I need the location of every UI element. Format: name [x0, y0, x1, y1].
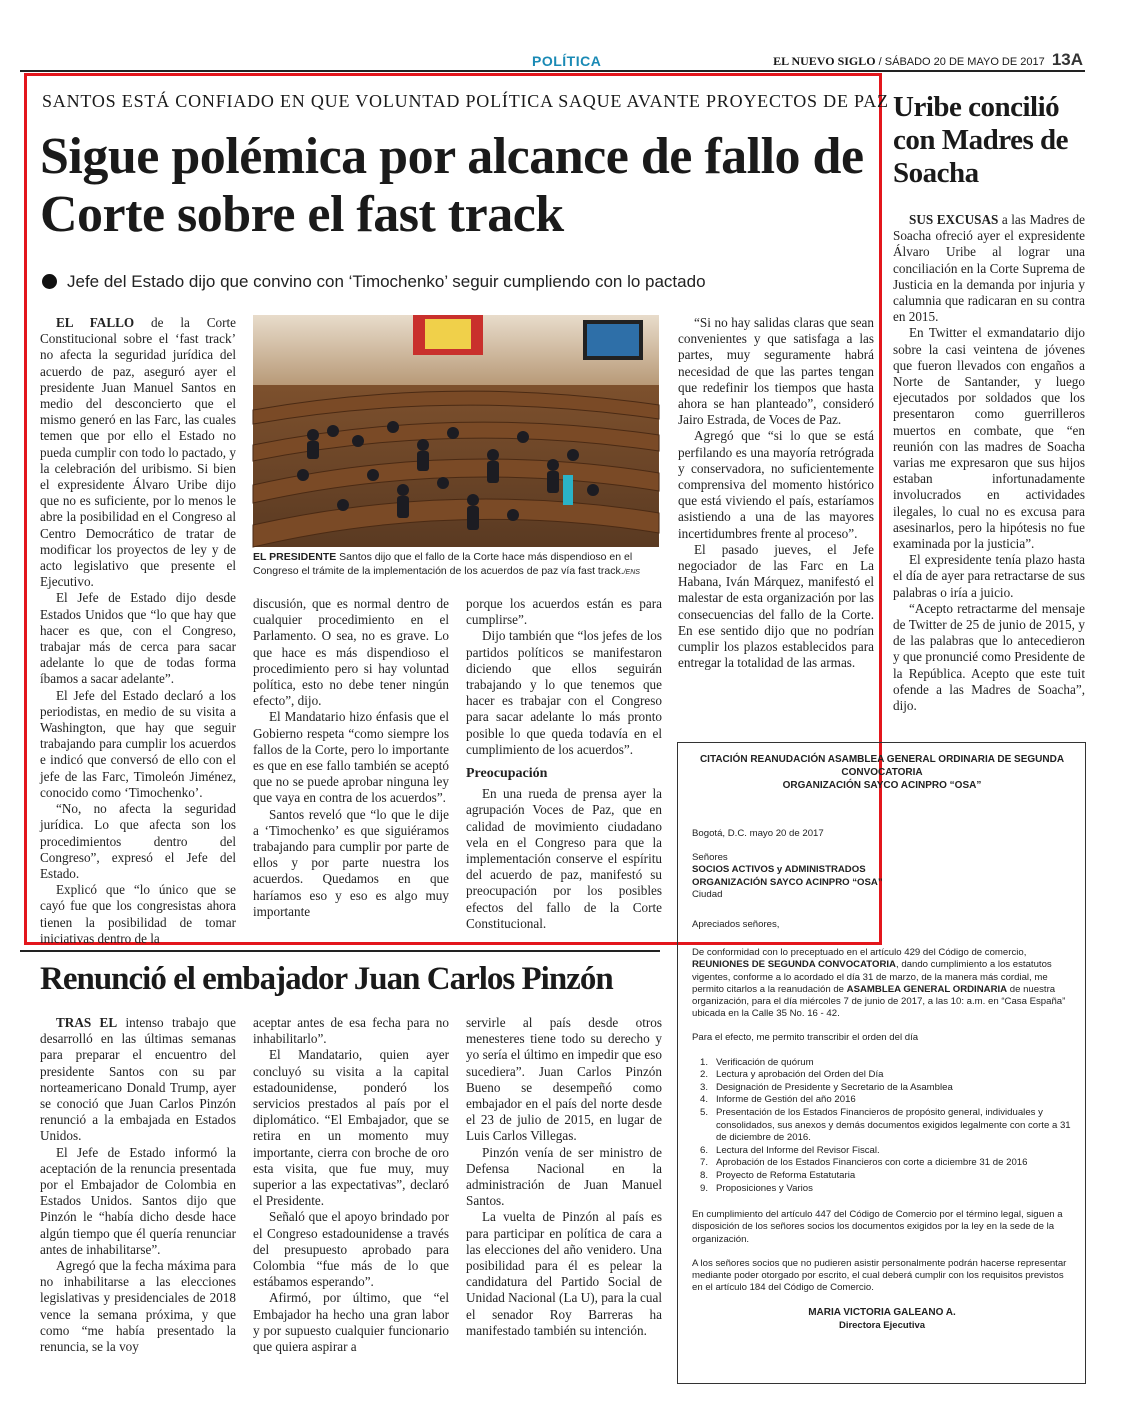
agenda-item-text: Lectura del Informe del Revisor Fiscal. [716, 1144, 880, 1156]
notice-title: CITACIÓN REANUDACIÓN ASAMBLEA GENERAL ORDINARIA DE SEGUNDA CONVOCATORIA ORGANIZACIÓN SAYCO ACINPRO “OSA” [699, 754, 1065, 791]
paragraph: La vuelta de Pinzón al país es para participar en política de cara a las elecciones del año venidero. Una posibilidad para él es pelear la candidatura del Partido Social de Unidad Nacional (La U), para la cual el senador Roy Barreras ha manifestado también su intención. [466, 1209, 662, 1338]
agenda-item [692, 1057, 1072, 1070]
paragraph: Santos reveló que “lo que le dije a ‘Timochenko’ es que siguiéramos trabajando para cumplir por parte de ellos y por parte nuestra los acuerdos. Quedamos en que haríamos eso y eso es algo muy importante [253, 806, 449, 919]
paragraph: Señaló que el apoyo brindado por el Congreso estadounidense a través del presupuesto aprobado para Colombia “fue más de lo que estábamos esperando”. [253, 1209, 449, 1290]
agenda-item-text: Informe de Gestión del año 2016 [716, 1094, 856, 1106]
agenda-item-number: 2. [699, 1069, 708, 1081]
page-number: 13A [1051, 50, 1083, 69]
lead-paragraph: TRAS EL intenso trabajo que desarrolló en las últimas semanas para preparar el encuentro del presidente Santos con su par norteamericano Donald Trump, ayer se conoció que Juan Carlos Pinzón renunció a la embajada en Estados Unidos. [40, 1015, 236, 1144]
article-column-4 [678, 315, 874, 725]
paragraph: Agregó que “si lo que se está perfilando es una mayoría retrógrada y conservadora, no suficientemente comprensiva del momento histórico que está viviendo el país, estaríamos asistiendo a una de las mayores incertidumbres frente al proceso”. [678, 428, 874, 541]
agenda-item-text: Designación de Presidente y Secretario de la Asamblea [716, 1081, 953, 1093]
article-column-3 [466, 596, 662, 936]
newspaper-name: EL NUEVO SIGLO [773, 54, 876, 68]
lead-caps: SUS EXCUSAS [909, 212, 999, 227]
paragraph: El Jefe de Estado dijo desde Estados Unidos que “lo que hay que hacer es que, con el Congreso, trabajar más de cerca para sacar adelante lo que de todas forma íbamos a sacar adelante”. [40, 590, 236, 687]
paragraph: “Acepto retractarme del mensaje de Twitter de 25 de junio de 2015, y de las palabras que lo antecedieron y que pronuncié como Presidente de la República. Acepto que este tuit ofende a las Madres de Soacha”, dijo. [893, 600, 1085, 714]
agenda-item [692, 1183, 1072, 1196]
section-label: POLÍTICA [532, 53, 602, 69]
sidebar-body [893, 212, 1085, 732]
subhead-text: Jefe del Estado dijo que convino con ‘Timochenko’ seguir cumpliendo con lo pactado [67, 272, 706, 291]
notice-signature [692, 1306, 1072, 1332]
article-kicker: SANTOS ESTÁ CONFIADO EN QUE VOLUNTAD POLÍTICA SAQUE AVANTE PROYECTOS DE PAZ [42, 91, 889, 111]
lead-caps: TRAS EL [56, 1015, 118, 1030]
lead-caps: EL FALLO [56, 315, 135, 330]
article-subhead [42, 272, 706, 292]
article-column-2 [253, 596, 449, 936]
notice-body: A los señores socios que no pudieren asistir personalmente podrán hacerse representar mediante poder otorgado por escrito, el cual deberá cumplir con los requisitos previstos en el artículo 184 del Código de Comercio. [692, 1257, 1067, 1294]
paragraph: El expresidente tenía plazo hasta el día de ayer para retractarse de sus palabras o iría a juicio. [893, 552, 1085, 600]
paragraph: El Mandatario hizo énfasis que el Gobierno respeta “como siempre los fallos de la Corte, pero lo importante es que en ese fallo también se aceptó que no se puede aprobar ninguna ley que vaya en contra de los acuerdos”. [253, 709, 449, 806]
signer-role: Directora Ejecutiva [838, 1320, 926, 1332]
agenda-item-text: Verificación de quórum [716, 1056, 814, 1068]
photo-credit: /ENS [623, 569, 640, 576]
bottom-column-1 [40, 1015, 236, 1385]
paragraph: Pinzón venía de ser ministro de Defensa Nacional en la administración de Juan Manuel Santos. [466, 1144, 662, 1209]
article-headline: Sigue polémica por alcance de fallo de Corte sobre el fast track [40, 128, 864, 243]
agenda-item-number: 6. [699, 1144, 708, 1156]
paragraph: En Twitter el exmandatario dijo sobre la casi veintena de jóvenes que fueron llevados con engaños a Norte de Santander, y luego ejecutados por soldados que los presentaron como guerrilleros muertos en combate, que “en reunión con las madres de Soacha varias me expresaron que sus hijos estaban infortunadamente involucrados en actividades ilegales, lo cual no es excusa para asesinarlos, pero la hipótesis no fue examinada por la justicia”. [893, 325, 1085, 552]
signer-name: MARIA VICTORIA GALEANO A. [808, 1307, 956, 1319]
paragraph: El Jefe de Estado informó la aceptación de la renuncia presentada por el Embajador de Colombia en Estados Unidos. Santos dijo que Pinzón le “había dicho desde hace algún tiempo que él quería renunciar antes de inhabilitarse”. [40, 1144, 236, 1257]
assembly-notice [677, 742, 1086, 1384]
notice-recipient: Señores SOCIOS ACTIVOS y ADMINISTRADOS ORGANIZACIÓN SAYCO ACINPRO “OSA” Ciudad [692, 852, 883, 900]
paragraph: “Si no hay salidas claras que sean convenientes y que satisfaga a las partes, muy seguramente habrá necesidad de que las partes tengan que redefinir los tiempos que hasta ahora se han planteado”, consideró Jairo Estrada, de Voces de Paz. [678, 315, 874, 428]
agenda-list [692, 1057, 1072, 1196]
paragraph: En una rueda de prensa ayer la agrupación Voces de Paz, que en calidad de movimiento ciudadano vela en el Congreso para que la implementación conserve el espíritu del acuerdo de paz, manifestó su preocupación por los posibles efectos del fallo de la Corte Constitucional. [466, 786, 662, 931]
paragraph: servirle al país desde otros menesteres tiene todo su derecho y yo sería el último en impedir que eso sucediera”. Juan Carlos Pinzón Bueno se desempeñó como embajador en el país del norte desde el 23 de julio de 2015, en lugar de Luis Carlos Villegas. [466, 1015, 662, 1144]
agenda-item-text: Lectura y aprobación del Orden del Día [716, 1069, 884, 1081]
paragraph: El pasado jueves, el Jefe negociador de las Farc en La Habana, Iván Márquez, manifestó el malestar de esta organización por las consecuencias del fallo de la Corte. En ese sentido dijo que no podrían cumplir los plazos establecidos para entregar la totalidad de las armas. [678, 541, 874, 671]
paragraph: Agregó que la fecha máxima para no inhabilitarse a las elecciones legislativas y presidenciales de 2018 vence la semana próxima, y que como “me había presentado la renuncia, se la voy [40, 1258, 236, 1355]
bullet-icon [42, 274, 57, 289]
caption-text: Santos dijo que el fallo de la Corte hace más dispendioso en el Congreso el trámite de la implementación de los acuerdos de paz vía fast track. [253, 551, 633, 577]
masthead [773, 50, 1083, 70]
paragraph: aceptar antes de esa fecha para no inhabilitarlo”. [253, 1015, 449, 1047]
agenda-item [692, 1094, 1072, 1107]
congress-photo [253, 315, 659, 547]
bottom-headline: Renunció el embajador Juan Carlos Pinzón [40, 961, 613, 997]
sidebar-headline: Uribe concilió con Madres de Soacha [893, 91, 1069, 189]
agenda-item [692, 1157, 1072, 1170]
agenda-item-text: Proposiciones y Varios [716, 1182, 813, 1194]
paragraph: discusión, que es normal dentro de cualquier procedimiento en el Parlamento. O sea, no es grave. Lo que hace es más dispendioso el procedimiento pero si hay voluntad política, esto no debe tener ningún efecto”, dijo. [253, 596, 449, 709]
agenda-item-text: Aprobación de los Estados Financieros con corte a diciembre 31 de 2016 [716, 1157, 1028, 1169]
paragraph: El Mandatario, quien ayer concluyó su visita a la capital estadounidense, ponderó los servicios prestados al país por el diplomático. “El Embajador, que se retira en un momento muy importante, cierra con broche de oro esta visita, que fue muy, muy superior a las expectativas”, declaró el Presidente. [253, 1047, 449, 1209]
notice-salutation: Apreciados señores, [692, 919, 780, 931]
article-column-1 [40, 315, 236, 946]
agenda-item-number: 1. [699, 1056, 708, 1068]
agenda-item-number: 3. [699, 1081, 708, 1093]
agenda-item-number: 5. [699, 1107, 708, 1119]
issue-date: / SÁBADO 20 DE MAYO DE 2017 [878, 56, 1045, 68]
masthead-rule [20, 70, 1085, 72]
agenda-item [692, 1170, 1072, 1183]
agenda-item-text: Presentación de los Estados Financieros de propósito general, individuales y consolidados, sus anexos y demás documentos exigidos legalmente con corte a 31 de diciembre de 2016. [716, 1107, 1071, 1144]
notice-body: En cumplimiento del artículo 447 del Código de Comercio por el término legal, siguen a disposición de los señores socios los documentos exigidos por la ley en la sede de la organización. [692, 1209, 1063, 1245]
agenda-item [692, 1082, 1072, 1095]
section-rule [20, 950, 660, 952]
bottom-column-3 [466, 1015, 662, 1385]
paragraph: Dijo también que “los jefes de los partidos políticos se manifestaron diciendo que ellos seguirán trabajando y lo que tenemos que hacer es trabajar con el Congreso para sacar adelante lo más pronto posible lo que queda todavía en el cumplimiento de los acuerdos”. [466, 628, 662, 757]
agenda-item-number: 7. [699, 1157, 708, 1169]
paragraph: “No, no afecta la seguridad jurídica. Lo que afecta son los procedimientos dentro del Congreso”, expresó el Jefe del Estado. [40, 801, 236, 881]
agenda-item [692, 1069, 1072, 1082]
agenda-item-number: 9. [699, 1182, 708, 1194]
lead-paragraph: EL FALLO de la Corte Constitucional sobre el ‘fast track’ no afecta la seguridad jurídica del acuerdo de paz, aseguró ayer el presidente Juan Manuel Santos en medio del desconcierto que el mismo generó en las Farc, las cuales temen que por ello el Estado no pueda cumplir con todo lo pactado, y la celebración del uribismo. Si bien el expresidente Álvaro Uribe dijo que no es suficiente, por lo menos le abre la posibilidad en el Congreso al Centro Democrático de tratar de modificar los proyectos de ley y de acto legislativo que presente el Ejecutivo. [40, 315, 236, 590]
agenda-item-text: Proyecto de Reforma Estatutaria [716, 1169, 856, 1181]
paragraph: El Jefe del Estado declaró a los periodistas, en medio de su visita a Washington, que hay que seguir trabajando para cumplir los acuerdos e indicó que conversó de ello con el jefe de las Farc, Timoleón Jiménez, conocido como ‘Timochenko’. [40, 687, 236, 800]
bottom-column-2 [253, 1015, 449, 1385]
paragraph: Afirmó, por último, que “el Embajador ha hecho una gran labor y por supuesto cualquier funcionario que quiera aspirar a [253, 1290, 449, 1355]
agenda-item-number: 4. [699, 1094, 708, 1106]
notice-body: De conformidad con lo preceptuado en el artículo 429 del Código de comercio, REUNIONES DE SEGUNDA CONVOCATORIA, dando cumplimiento a los estatutos vigentes, conforme a lo acordado el día 31 de marzo, de la manera más cordial, me permito citarlos a la reanudación de ASAMBLEA GENERAL ORDINARIA de nuestra organización, para el día miércoles 7 de junio de 2017, a las 10: a.m. en “Casa España” ubicada en la Calle 35 No. 16 - 42. [692, 947, 1066, 1020]
paragraph: porque los acuerdos están es para cumplirse”. [466, 596, 662, 628]
notice-body: Para el efecto, me permito transcribir el orden del día [692, 1032, 919, 1044]
agenda-item-number: 8. [699, 1169, 708, 1181]
subsection-heading: Preocupación [466, 766, 548, 782]
photo-caption [253, 550, 659, 580]
paragraph: Explicó que “lo único que se cayó fue que los congresistas ahora tienen la posibilidad de tomar iniciativas dentro de la [40, 882, 236, 946]
caption-lead: EL PRESIDENTE [253, 551, 337, 563]
agenda-item [692, 1107, 1072, 1145]
notice-date: Bogotá, D.C. mayo 20 de 2017 [692, 828, 824, 839]
lead-paragraph: SUS EXCUSAS a las Madres de Soacha ofreció ayer el expresidente Álvaro Uribe al lograr una conciliación en la Corte Suprema de Justicia en la demanda por injuria y calumnia que radicaran en su contra en 2015. [893, 212, 1085, 325]
agenda-item [692, 1145, 1072, 1158]
